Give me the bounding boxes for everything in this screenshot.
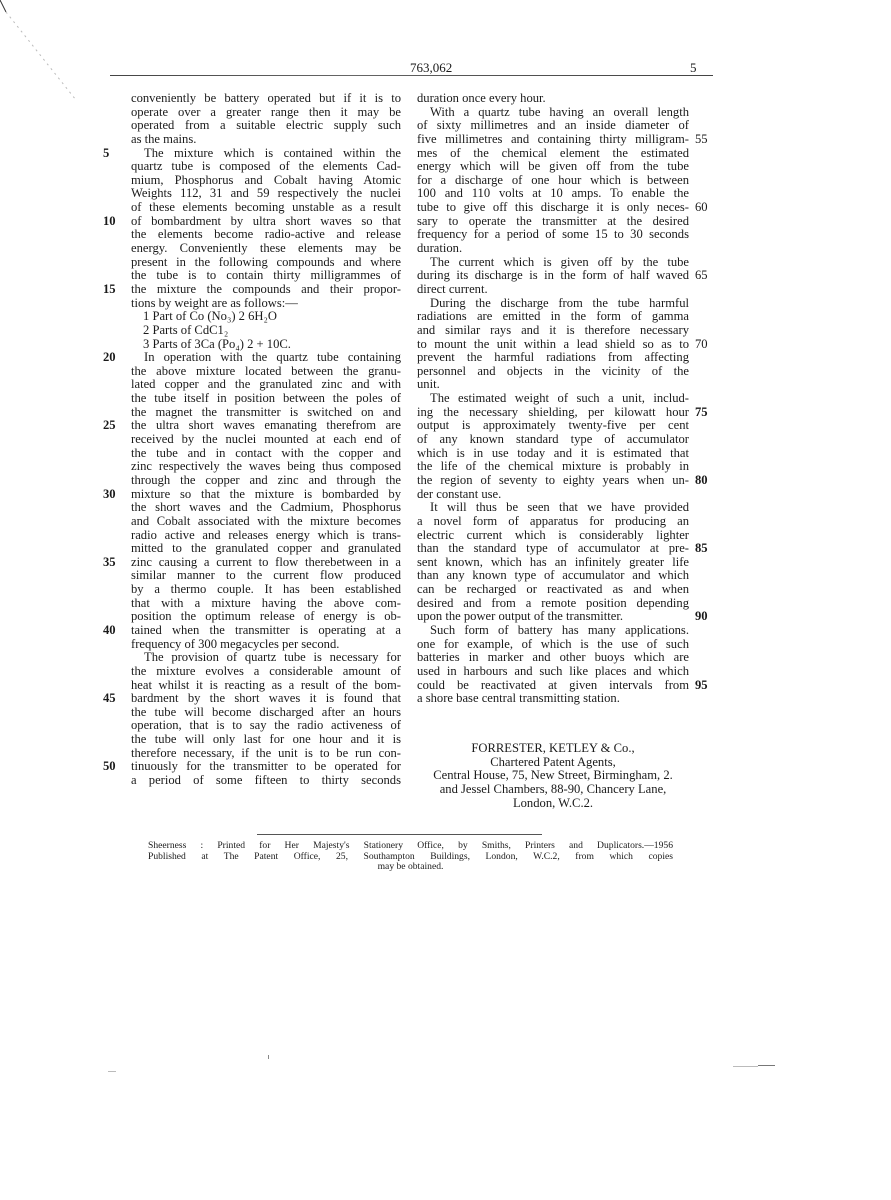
imprint-line: Sheerness : Printed for Her Majesty's Stationery Office, by Smiths, Printers and Duplicators.—1956 <box>148 840 673 851</box>
text-line <box>417 609 708 624</box>
line-text: The mixture which is contained within the <box>144 145 401 160</box>
line-text: duration. <box>417 241 463 256</box>
line-text: as the mains. <box>131 131 197 146</box>
line-number: 45 <box>103 691 116 706</box>
text-line <box>417 460 689 474</box>
line-text: conveniently be battery operated but if it is to <box>131 91 401 105</box>
line-number: 30 <box>103 486 116 501</box>
text-line <box>131 378 401 392</box>
text-line <box>417 174 689 188</box>
line-text: the tube will only last for one hour and it is <box>131 732 401 747</box>
text-line <box>103 281 401 297</box>
line-text: bardment by the short waves it is found that <box>131 691 401 706</box>
line-text: the region of seventy to eighty years when un- <box>417 472 689 487</box>
text-line <box>103 554 401 570</box>
line-number: 35 <box>103 554 116 569</box>
text-line <box>417 569 689 583</box>
patent-agent-block <box>417 742 689 810</box>
line-text: the tube is to contain thirty milligrammes of <box>131 268 401 283</box>
line-number: 55 <box>695 131 708 146</box>
page-number: 5 <box>690 60 697 75</box>
agent-name: FORRESTER, KETLEY & Co., <box>471 741 635 755</box>
text-line <box>131 338 401 352</box>
line-text: the magnet the transmitter is switched on and <box>131 404 401 419</box>
line-text: of bombardment by ultra short waves so that <box>131 213 401 228</box>
text-line <box>131 651 401 665</box>
line-number: 15 <box>103 281 116 296</box>
line-number: 40 <box>103 622 116 637</box>
text-line <box>417 106 689 120</box>
text-line <box>131 392 401 406</box>
text-line <box>103 622 401 638</box>
line-text: In operation with the quartz tube containing <box>144 350 401 365</box>
line-text: output is approximately twenty-five per cent <box>417 418 689 433</box>
text-line <box>103 213 401 229</box>
line-text: can be recharged or reactivated as and when <box>417 582 689 597</box>
line-text: frequency of 300 megacycles per second. <box>131 636 340 651</box>
text-line <box>131 242 401 256</box>
text-line <box>417 447 689 461</box>
line-text: direct current. <box>417 281 488 296</box>
line-number: 85 <box>695 541 708 556</box>
text-line <box>417 283 689 297</box>
text-line <box>131 201 401 215</box>
text-line <box>131 174 401 188</box>
line-text: a shore base central transmitting station. <box>417 691 620 706</box>
scan-speck <box>733 1066 758 1067</box>
line-number: 95 <box>695 677 708 692</box>
line-text: a period of some fifteen to thirty seconds <box>131 773 401 788</box>
text-line <box>417 488 689 502</box>
text-line <box>131 774 401 788</box>
line-text: of any known standard type of accumulator <box>417 432 689 447</box>
line-text: position the optimum release of energy is ob- <box>131 609 401 624</box>
line-text: the mixture evolves a considerable amount of <box>131 663 401 678</box>
text-line <box>417 651 689 665</box>
line-text: by a thermo couple. It has been established <box>131 582 401 597</box>
line-text: one for example, of which is the use of such <box>417 636 689 651</box>
line-text: than any known type of accumulator and which <box>417 568 689 583</box>
line-text: sent known, which has an infinitely greater life <box>417 554 689 569</box>
imprint-line: Published at The Patent Office, 25, Southampton Buildings, London, W.C.2, from which copies <box>148 850 673 862</box>
text-line <box>417 419 689 433</box>
text-line <box>131 583 401 597</box>
line-text: the tube will become discharged after an hours <box>131 704 401 719</box>
line-text: a novel form of apparatus for producing an <box>417 513 689 528</box>
text-line <box>417 92 689 106</box>
text-line <box>417 228 689 242</box>
text-line <box>417 160 689 174</box>
line-text: tube to give off this discharge it is only neces- <box>417 200 689 215</box>
footer-rule <box>257 834 542 835</box>
printer-imprint <box>148 841 673 873</box>
line-number: 90 <box>695 609 708 624</box>
text-line <box>417 597 689 611</box>
line-text: of sixty millimetres and an inside diameter of <box>417 118 689 133</box>
line-text: sary to operate the transmitter at the desired <box>417 213 689 228</box>
line-text: could be reactivated at given intervals from <box>417 677 689 692</box>
line-text: during its discharge is in the form of half waved <box>417 268 689 283</box>
line-text: and Cobalt associated with the mixture becomes <box>131 513 401 528</box>
line-text: quartz tube is composed of the elements Cad- <box>131 159 401 174</box>
left-column <box>103 91 401 788</box>
line-text: Such form of battery has many applications. <box>430 622 689 637</box>
text-line <box>417 515 689 529</box>
line-number: 80 <box>695 472 708 487</box>
text-line <box>131 269 401 283</box>
text-line <box>131 324 401 338</box>
line-text: mixture so that the mixture is bombarded by <box>131 486 401 501</box>
text-line <box>417 665 689 679</box>
text-line <box>103 691 401 706</box>
text-line <box>417 501 689 515</box>
line-text: of these elements becoming unstable as a result <box>131 200 401 215</box>
line-text: 3 Parts of 3Ca (Po₄) 2 + 10C. <box>143 336 291 351</box>
text-line <box>131 733 401 747</box>
scan-artifact-line <box>0 0 1 95</box>
scan-speck <box>108 1071 116 1072</box>
line-text: and similar rays and it is therefore necessary <box>417 322 689 337</box>
line-text: to mount the unit within a lead shield so as to <box>417 336 689 351</box>
text-line <box>417 336 708 352</box>
line-text: unit. <box>417 377 440 392</box>
text-line <box>417 392 689 406</box>
text-line <box>417 529 689 543</box>
line-number: 10 <box>103 213 116 228</box>
line-text: duration once every hour. <box>417 91 546 105</box>
line-number: 70 <box>695 336 708 351</box>
line-text: tinuously for the transmitter to be operated for <box>131 759 401 774</box>
line-text: mium, Phosphorus and Cobalt having Atomic <box>131 172 401 187</box>
line-text: therefore necessary, if the unit is to be run con- <box>131 745 401 760</box>
scan-artifact-svg <box>0 0 80 110</box>
line-text: With a quartz tube having an overall length <box>430 104 689 119</box>
line-text: tions by weight are as follows:— <box>131 295 298 310</box>
line-text: mes of the chemical element the estimated <box>417 145 689 160</box>
line-text: prevent the harmful radiations from affecting <box>417 350 689 365</box>
text-line <box>417 404 708 420</box>
line-number: 50 <box>103 759 116 774</box>
text-line <box>131 460 401 474</box>
text-line <box>417 310 689 324</box>
text-line <box>103 759 401 774</box>
text-line <box>417 472 708 488</box>
text-line <box>417 624 689 638</box>
line-text: the short waves and the Cadmium, Phosphorus <box>131 500 401 515</box>
line-text: During the discharge from the tube harmful <box>430 295 689 310</box>
text-line <box>131 542 401 556</box>
line-text: 2 Parts of CdC1₂ <box>143 322 229 337</box>
text-line <box>131 365 401 379</box>
line-text: energy. Conveniently these elements may be <box>131 241 401 256</box>
text-line <box>131 719 401 733</box>
text-line <box>417 378 689 392</box>
line-text: the tube and in contact with the copper and <box>131 445 401 460</box>
line-text: than the standard type of accumulator at pre- <box>417 541 689 556</box>
scan-speck <box>268 1055 269 1059</box>
text-line <box>417 541 708 556</box>
text-line <box>103 418 401 433</box>
text-line <box>131 406 401 420</box>
text-line <box>417 147 689 161</box>
text-line <box>131 119 401 133</box>
line-text: zinc respectively the waves being thus composed <box>131 459 401 474</box>
line-text: used in harbours and such like places and which <box>417 663 689 678</box>
line-text: radio active and releases energy which is trans- <box>131 527 401 542</box>
line-text: The current which is given off by the tube <box>430 254 689 269</box>
text-line <box>131 501 401 515</box>
line-text: operated from a suitable electric supply such <box>131 118 401 133</box>
line-text: the ultra short waves emanating therefrom are <box>131 418 401 433</box>
line-text: desired and from a remote position depending <box>417 595 689 610</box>
text-line <box>131 256 401 270</box>
line-text: heat whilst it is reacting as a result of the bom- <box>131 677 401 692</box>
line-text: frequency for a period of some 15 to 30 seconds <box>417 227 689 242</box>
line-text: upon the power output of the transmitter. <box>417 609 624 624</box>
patent-number: 763,062 <box>410 60 453 75</box>
text-line <box>131 747 401 761</box>
text-line <box>103 486 401 502</box>
line-text: electric current which is considerably lighter <box>417 527 689 542</box>
line-text: radiations are emitted in the form of gamma <box>417 309 689 324</box>
right-column <box>417 91 708 706</box>
line-text: personnel and objects in the vicinity of the <box>417 363 689 378</box>
text-line <box>131 529 401 543</box>
text-line <box>131 433 401 447</box>
line-number: 20 <box>103 350 116 365</box>
line-number: 75 <box>695 404 708 419</box>
text-line <box>417 215 689 229</box>
line-text: the life of the chemical mixture is probably in <box>417 459 689 474</box>
line-text: batteries in marker and other buoys which are <box>417 650 689 665</box>
line-text: The estimated weight of such a unit, includ- <box>430 391 689 406</box>
line-text: for a discharge of one hour which is between <box>417 172 689 187</box>
scan-speck <box>758 1065 775 1066</box>
line-text: similar manner to the current flow produced <box>131 568 401 583</box>
agent-address-line: and Jessel Chambers, 88-90, Chancery Lane, <box>439 781 667 796</box>
text-line <box>417 256 689 270</box>
text-line <box>131 706 401 720</box>
text-line <box>131 679 401 693</box>
text-line <box>131 310 401 324</box>
text-line <box>417 187 689 201</box>
text-line <box>417 433 689 447</box>
text-line <box>103 350 401 365</box>
text-line <box>131 92 401 106</box>
text-line <box>417 677 708 693</box>
text-line <box>131 638 401 652</box>
text-line <box>417 242 689 256</box>
line-text: The provision of quartz tube is necessary for <box>144 650 401 665</box>
line-number: 5 <box>103 145 110 160</box>
agent-address-line: Central House, 75, New Street, Birmingham, 2. <box>433 768 673 783</box>
text-line <box>131 447 401 461</box>
text-line <box>131 610 401 624</box>
text-line <box>131 160 401 174</box>
line-text: 100 and 110 volts at 10 amps. To enable the <box>417 186 689 201</box>
text-line <box>131 665 401 679</box>
line-text: the mixture the compounds and their propor- <box>131 281 401 296</box>
text-line <box>417 131 708 147</box>
text-line <box>417 297 689 311</box>
text-line <box>103 145 401 161</box>
text-line <box>131 106 401 120</box>
text-line <box>417 638 689 652</box>
agent-address-line: London, W.C.2. <box>512 795 594 810</box>
line-text: ing the necessary shielding, per kilowatt hour <box>417 404 689 419</box>
line-text: received by the nuclei mounted at each end of <box>131 432 401 447</box>
line-text: that with a mixture having the above com- <box>131 595 401 610</box>
header-rule <box>110 75 713 76</box>
text-line <box>417 324 689 338</box>
text-line <box>131 187 401 201</box>
text-line <box>131 597 401 611</box>
line-text: Weights 112, 31 and 59 respectively the nuclei <box>131 186 401 201</box>
line-text: the above mixture located between the granu- <box>131 363 401 378</box>
text-line <box>417 692 689 706</box>
text-line <box>131 515 401 529</box>
line-text: through the copper and zinc and through the <box>131 472 401 487</box>
text-line <box>131 297 401 311</box>
text-line <box>417 365 689 379</box>
line-number: 65 <box>695 268 708 283</box>
line-text: energy which will be given off from the tube <box>417 159 689 174</box>
line-text: lated copper and the granulated zinc and with <box>131 377 401 392</box>
line-text: mitted to the granulated copper and granulated <box>131 541 401 556</box>
agent-title: Chartered Patent Agents, <box>490 754 616 769</box>
line-text: tained when the transmitter is operating at a <box>131 622 401 637</box>
line-text: the elements become radio-active and release <box>131 227 401 242</box>
text-line <box>417 351 689 365</box>
text-line <box>417 583 689 597</box>
line-text: zinc causing a current to flow therebetween in a <box>131 554 401 569</box>
line-text: five millimetres and containing thirty milligram- <box>417 131 689 146</box>
line-text: present in the following compounds and where <box>131 254 401 269</box>
line-text: which is in use today and it is estimated that <box>417 445 689 460</box>
line-number: 60 <box>695 200 708 215</box>
line-text: It will thus be seen that we have provided <box>430 500 689 515</box>
text-line <box>417 556 689 570</box>
line-text: der constant use. <box>417 486 502 501</box>
text-line <box>417 200 708 215</box>
line-text: operation, that is to say the radio activeness of <box>131 718 401 733</box>
line-text: 1 Part of Co (No₃) 2 6H₂O <box>143 309 278 324</box>
text-line <box>131 133 401 147</box>
line-text: the tube itself in position between the poles of <box>131 391 401 406</box>
text-line <box>131 569 401 583</box>
text-line <box>131 474 401 488</box>
line-number: 25 <box>103 418 116 433</box>
text-line <box>417 268 708 283</box>
text-line <box>131 228 401 242</box>
text-line <box>417 119 689 133</box>
line-text: operate over a greater range then it may be <box>131 104 401 119</box>
imprint-line: may be obtained. <box>377 861 444 873</box>
